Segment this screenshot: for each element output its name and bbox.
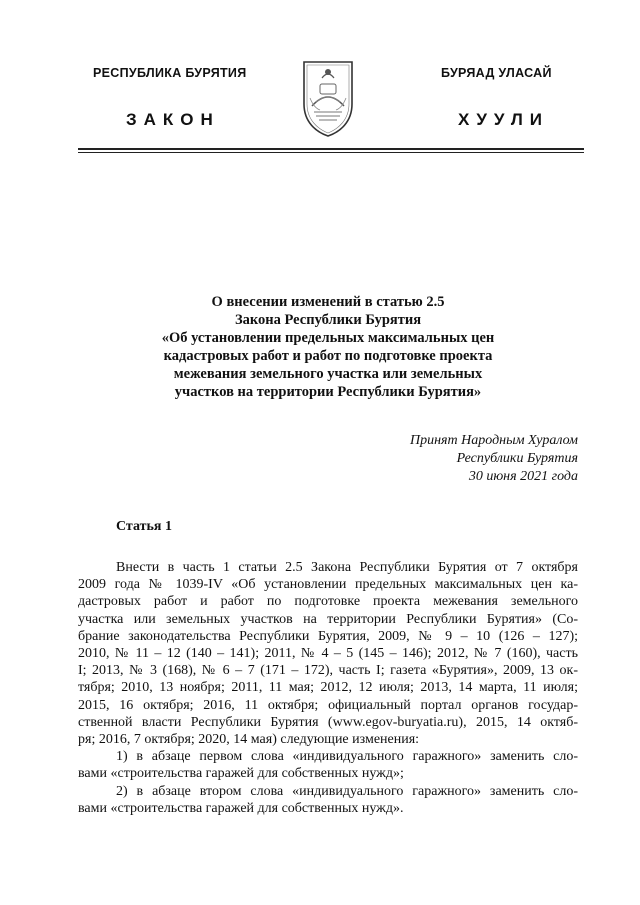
body-line: 2010, № 11 – 12 (140 – 141); 2011, № 4 – 5 (145 – 146); 2012, № 7 (160), часть bbox=[78, 646, 578, 662]
body-line: дастровых работ и работ по подготовке проекта межевания земельного bbox=[78, 594, 578, 610]
body-line: участка или земельных участков на территории Республики Бурятия» (Со- bbox=[78, 611, 578, 627]
coat-of-arms-icon bbox=[300, 58, 356, 138]
body-line: Внести в часть 1 статьи 2.5 Закона Республики Бурятия от 7 октября bbox=[116, 560, 578, 575]
body-line: тября; 2010, 13 ноября; 2011, 11 мая; 2012, 12 июля; 2013, 14 марта, 11 июля; bbox=[78, 680, 578, 696]
body-line: брание законодательства Республики Бурятия, 2009, № 9 – 10 (126 – 127); bbox=[78, 628, 578, 644]
heading-line: О внесении изменений в статью 2.5 bbox=[211, 294, 445, 310]
body-line: вами «строительства гаражей для собственных нужд». bbox=[78, 800, 404, 816]
header-divider-thick bbox=[78, 148, 584, 150]
heading-line: кадастровых работ и работ по подготовке проекта bbox=[163, 348, 493, 364]
law-heading bbox=[90, 293, 566, 401]
body-line: ря; 2016, 7 октября; 2020, 14 мая) следующие изменения: bbox=[78, 732, 420, 748]
body-line: 2015, 16 октября; 2016, 11 октября; официальный портал органов государ- bbox=[78, 697, 578, 713]
body-line: ственной власти Республики Бурятия (www.egov-buryatia.ru), 2015, 14 октяб- bbox=[78, 714, 578, 730]
header-left: РЕСПУБЛИКА БУРЯТИЯ bbox=[93, 66, 247, 80]
heading-line: участков на территории Республики Бурятия» bbox=[174, 384, 482, 400]
body-line: I; 2013, № 3 (168), № 6 – 7 (171 – 172), часть I; газета «Бурятия», 2009, 13 ок- bbox=[78, 663, 578, 679]
adoption-note bbox=[410, 432, 578, 486]
body-line: 2) в абзаце втором слова «индивидуального гаражного» заменить сло- bbox=[116, 783, 578, 799]
heading-line: межевания земельного участка или земельных bbox=[173, 366, 483, 382]
body-line: 2009 года № 1039-IV «Об установлении предельных максимальных цен ка- bbox=[78, 577, 578, 593]
heading-line: «Об установлении предельных максимальных цен bbox=[161, 330, 495, 346]
adoption-line: Принят Народным Хуралом bbox=[409, 433, 578, 448]
adoption-line: 30 июня 2021 года bbox=[468, 469, 578, 484]
law-title-left: ЗАКОН bbox=[126, 110, 220, 129]
body-line: 1) в абзаце первом слова «индивидуального гаражного» заменить сло- bbox=[116, 749, 578, 765]
heading-line: Закона Республики Бурятия bbox=[234, 312, 422, 328]
header-right: БУРЯАД УЛАСАЙ bbox=[441, 66, 552, 80]
adoption-line: Республики Бурятия bbox=[456, 451, 578, 466]
law-title-right: ХУУЛИ bbox=[458, 110, 549, 129]
body-line: вами «строительства гаражей для собственных нужд»; bbox=[78, 766, 404, 782]
header-divider-thin bbox=[78, 152, 584, 153]
article-heading: Статья 1 bbox=[116, 519, 172, 534]
article-body bbox=[78, 559, 578, 817]
